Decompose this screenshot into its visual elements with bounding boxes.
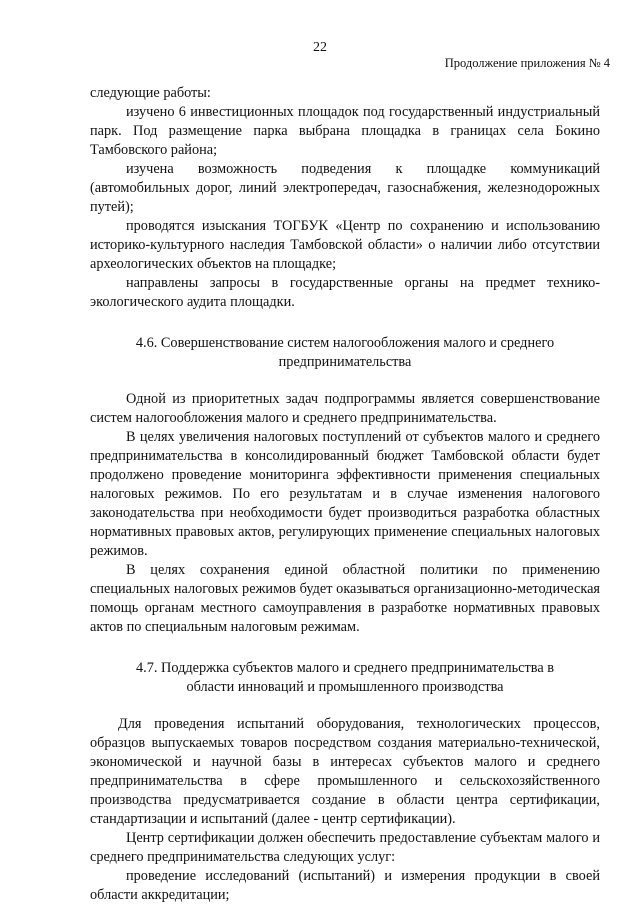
work-item-2: изучена возможность подведения к площадке коммуникаций (автомобильных дорог, линий электропередач, газоснабжения, железнодорожных путей); xyxy=(90,161,600,215)
work-item-1: изучено 6 инвестиционных площадок под государственный индустриальный парк. Под размещение парка выбрана площадка в границах села Бокино Тамбовского района; xyxy=(90,104,600,158)
work-item-3: проводятся изыскания ТОГБУК «Центр по сохранению и использованию историко-культурного наследия Тамбовской области» о наличии либо отсутствии археологических объектов на площадке; xyxy=(90,218,600,272)
page-number: 22 xyxy=(313,40,327,55)
appendix-continuation-note: Продолжение приложения № 4 xyxy=(444,56,610,70)
document-body xyxy=(90,84,600,905)
section-4-6-paragraph-1: Одной из приоритетных задач подпрограммы является совершенствование систем налогообложения малого и среднего предпринимательства. xyxy=(90,391,600,426)
section-4-7-title-line2: области инноваций и промышленного производства xyxy=(186,679,504,695)
section-4-6-title-line2: предпринимательства xyxy=(278,354,412,370)
section-4-7-paragraph-1: Для проведения испытаний оборудования, технологических процессов, образцов выпускаемых товаров посредством создания материально-технической, экономической и научной базы в интересах субъектов малого и среднего предпринимательства в сфере промышленного и сельскохозяйственного производства предусматривается создание в области центра сертификации, стандартизации и испытаний (далее - центр сертификации). xyxy=(90,716,600,827)
section-4-6-title-line1: 4.6. Совершенствование систем налогообложения малого и среднего xyxy=(135,335,555,351)
section-4-7-paragraph-3: проведение исследований (испытаний) и измерения продукции в своей области аккредитации; xyxy=(90,868,600,903)
section-4-7-paragraph-2: Центр сертификации должен обеспечить предоставление субъектам малого и среднего предпринимательства следующих услуг: xyxy=(90,830,600,865)
section-4-6-paragraph-2: В целях увеличения налоговых поступлений от субъектов малого и среднего предпринимательства в консолидированный бюджет Тамбовской области будет продолжено проведение мониторинга эффективности применения специальных налоговых режимов. По его результатам и в случае изменения налогового законодательства при необходимости будет производиться разработка областных нормативных правовых актов, регулирующих применение специальных налоговых режимов. xyxy=(90,429,600,559)
section-4-7-title-line1: 4.7. Поддержка субъектов малого и среднего предпринимательства в xyxy=(135,660,554,676)
intro-text: следующие работы: xyxy=(90,85,211,101)
section-4-6-paragraph-3: В целях сохранения единой областной политики по применению специальных налоговых режимов будет оказываться организационно-методическая помощь органам местного самоуправления в разработке нормативных правовых актов по специальным налоговым режимам. xyxy=(90,562,600,635)
work-item-4: направлены запросы в государственные органы на предмет технико-экологического аудита площадки. xyxy=(90,275,600,310)
